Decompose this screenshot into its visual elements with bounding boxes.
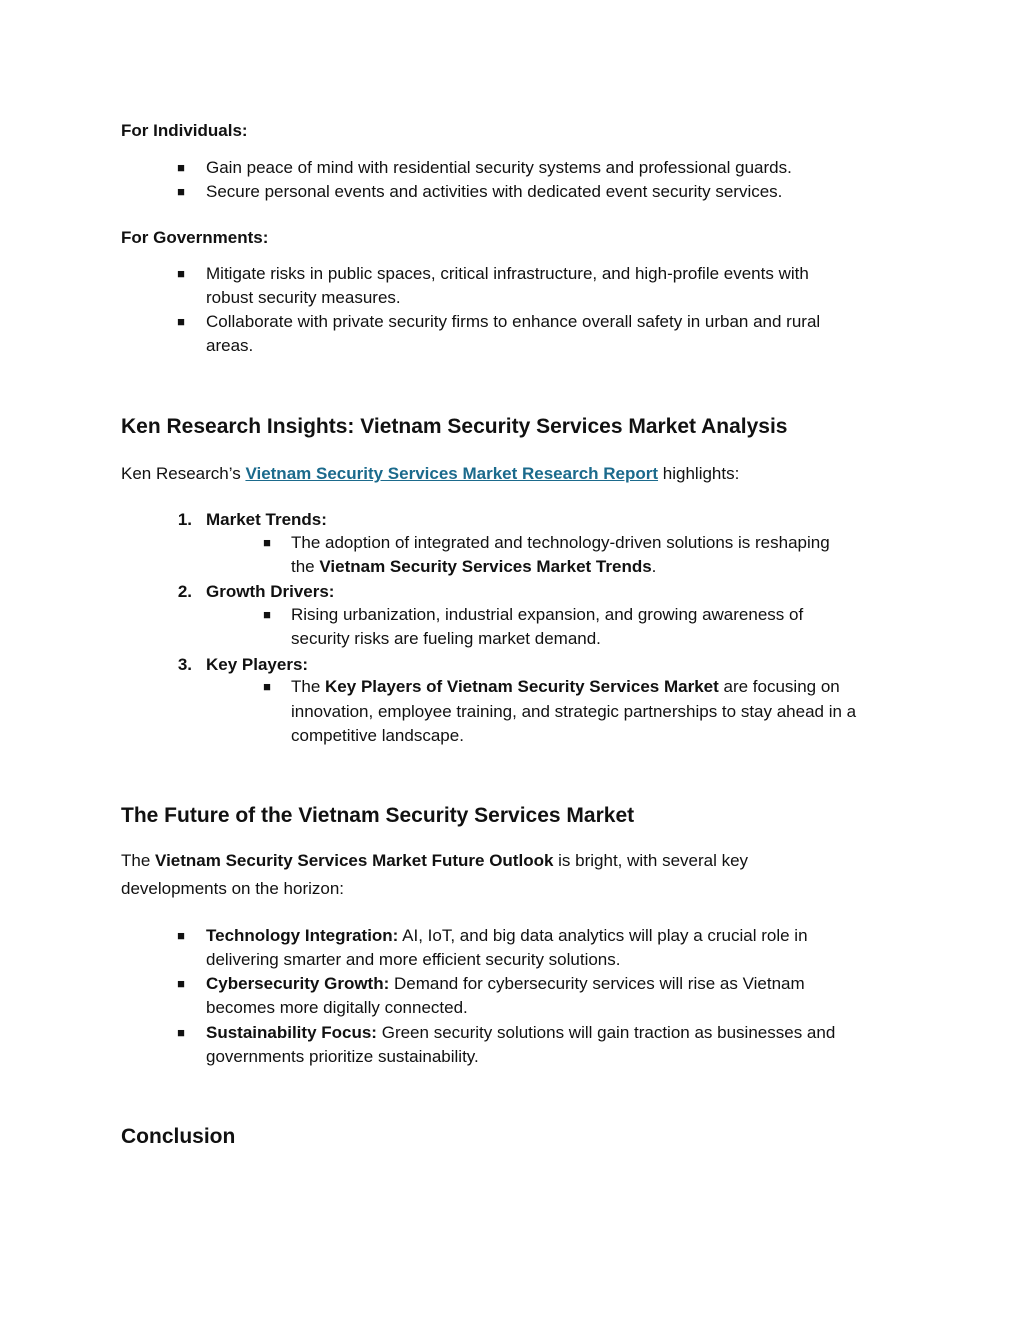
insights-intro-suffix: highlights: xyxy=(662,464,740,483)
insights-item-title: Market Trends: xyxy=(206,510,327,529)
future-heading: The Future of the Vietnam Security Services Market xyxy=(121,804,635,827)
line-suffix: . xyxy=(651,557,657,576)
future-item-text: AI, IoT, and big data analytics will play a crucial role in xyxy=(402,926,808,945)
list-number: 1. xyxy=(177,510,192,529)
bullet-icon: ■ xyxy=(177,160,185,175)
bullet-icon: ■ xyxy=(263,607,271,622)
bullet-icon: ■ xyxy=(177,928,185,943)
bullet-icon: ■ xyxy=(263,679,271,694)
governments-item-line: Mitigate risks in public spaces, critical infrastructure, and high-profile events with xyxy=(206,264,809,283)
insights-item-line: The adoption of integrated and technology-driven solutions is reshaping xyxy=(291,533,830,552)
governments-item-line: Collaborate with private security firms to enhance overall safety in urban and rural xyxy=(206,312,821,331)
future-item-line: becomes more digitally connected. xyxy=(206,998,468,1017)
future-intro-line: developments on the horizon: xyxy=(121,879,345,898)
insights-heading: Ken Research Insights: Vietnam Security Services Market Analysis xyxy=(121,415,788,438)
conclusion-heading: Conclusion xyxy=(121,1125,236,1148)
insights-item-title: Key Players: xyxy=(206,655,309,674)
insights-item-line xyxy=(291,555,656,579)
insights-intro-prefix: Ken Research’s xyxy=(121,464,241,483)
future-item-text: Green security solutions will gain traction as businesses and xyxy=(381,1023,836,1042)
individuals-item: Gain peace of mind with residential security systems and professional guards. xyxy=(206,158,792,177)
governments-heading: For Governments: xyxy=(121,228,269,247)
insights-item-line: innovation, employee training, and strategic partnerships to stay ahead in a xyxy=(291,702,857,721)
future-intro xyxy=(121,849,748,873)
insights-item-line: security risks are fueling market demand. xyxy=(291,629,601,648)
insights-item-line: competitive landscape. xyxy=(291,726,464,745)
bullet-icon: ■ xyxy=(177,1025,185,1040)
future-item-title: Sustainability Focus: xyxy=(206,1023,377,1042)
governments-item-line: areas. xyxy=(206,336,254,355)
list-number: 3. xyxy=(177,655,192,674)
individuals-heading: For Individuals: xyxy=(121,121,248,140)
bullet-icon: ■ xyxy=(177,976,185,991)
market-trends-term: Vietnam Security Services Market Trends xyxy=(319,557,652,576)
list-number: 2. xyxy=(177,582,192,601)
line-suffix: are focusing on xyxy=(723,677,840,696)
individuals-item: Secure personal events and activities with dedicated event security services. xyxy=(206,182,783,201)
line-prefix: the xyxy=(291,557,315,576)
future-outlook-term: Vietnam Security Services Market Future Outlook xyxy=(155,851,554,870)
future-item-text: Demand for cybersecurity services will rise as Vietnam xyxy=(394,974,805,993)
insights-item-line: Rising urbanization, industrial expansion, and growing awareness of xyxy=(291,605,804,624)
future-item-title: Cybersecurity Growth: xyxy=(206,974,390,993)
key-players-term: Key Players of Vietnam Security Services Market xyxy=(325,677,719,696)
future-intro-prefix: The xyxy=(121,851,151,870)
line-prefix: The xyxy=(291,677,321,696)
insights-item-title: Growth Drivers: xyxy=(206,582,335,601)
future-item-line: delivering smarter and more efficient security solutions. xyxy=(206,950,621,969)
future-item-line: governments prioritize sustainability. xyxy=(206,1047,479,1066)
future-item-line xyxy=(206,972,805,996)
report-link[interactable]: Vietnam Security Services Market Research Report xyxy=(245,464,659,483)
bullet-icon: ■ xyxy=(177,184,185,199)
bullet-icon: ■ xyxy=(177,266,185,281)
future-intro-suffix: is bright, with several key xyxy=(558,851,749,870)
future-item-line xyxy=(206,924,808,948)
governments-item-line: robust security measures. xyxy=(206,288,401,307)
insights-intro xyxy=(121,462,739,486)
bullet-icon: ■ xyxy=(263,535,271,550)
future-item-title: Technology Integration: xyxy=(206,926,399,945)
future-item-line xyxy=(206,1021,835,1045)
bullet-icon: ■ xyxy=(177,314,185,329)
insights-item-line xyxy=(291,675,840,699)
